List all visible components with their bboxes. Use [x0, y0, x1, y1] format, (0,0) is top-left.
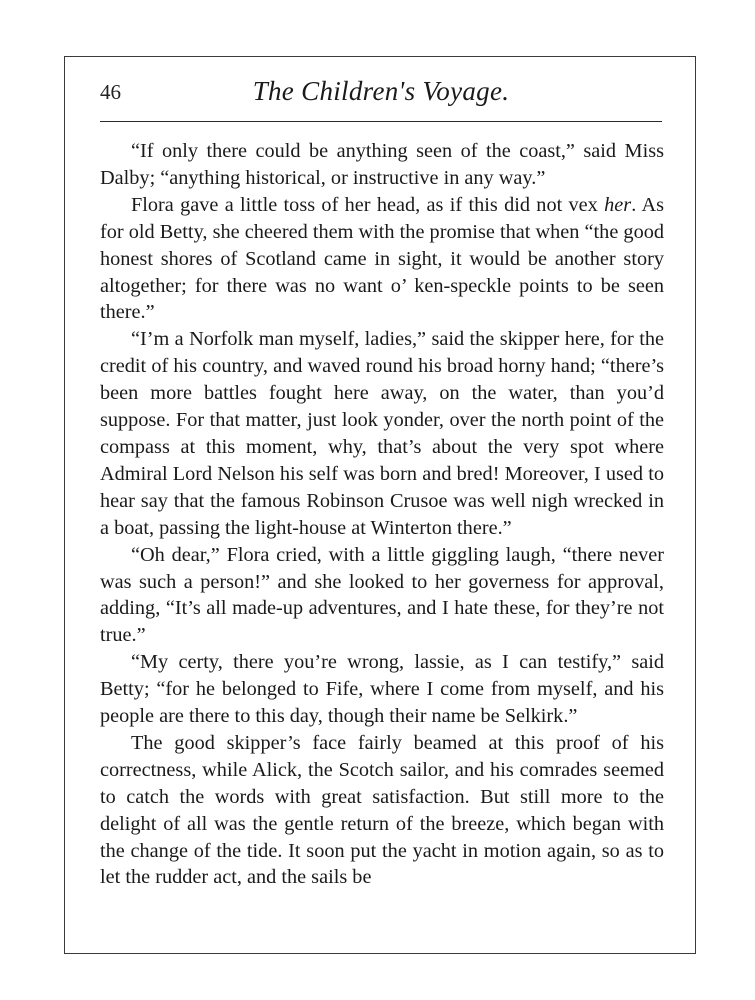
paragraph-5: “My certy, there you’re wrong, lassie, as I can testify,” said Betty; “for he belonged to Fife, where I come from myself, and his people are there to this day, though their name be Selkirk.” [100, 651, 664, 728]
paragraph-2-before: Flora gave a little toss of her head, as if this did not vex [131, 193, 605, 216]
page-number: 46 [100, 80, 121, 104]
paragraph-6: The good skipper’s face fairly beamed at this proof of his correctness, while Alick, the Scotch sailor, and his comrades seemed to catch the words with great satisfaction. But still more to the delight of all was the gentle return of the breeze, which began with the change of the tide. It soon put the yacht in motion again, so as to let the rudder act, and the sails be [100, 731, 664, 889]
header-rule [100, 121, 662, 122]
paragraph-2-after: . As for old Betty, she cheered them with the promise that when “the good honest shores of Scotland came in sight, it would be another story altogether; for there was no want o’ ken-speckle points to be seen there.” [100, 193, 664, 324]
paragraph-4: “Oh dear,” Flora cried, with a little giggling laugh, “there never was such a person!” and she looked to her governess for approval, adding, “It’s all made-up adventures, and I hate these, for they’re not true.” [100, 543, 664, 647]
body-text [100, 138, 664, 891]
paragraph-2-emphasis: her [604, 193, 632, 216]
paragraph-1: “If only there could be anything seen of the coast,” said Miss Dalby; “anything historical, or instructive in any way.” [100, 140, 664, 189]
running-title: The Children's Voyage. [252, 76, 510, 106]
paragraph-3: “I’m a Norfolk man myself, ladies,” said the skipper here, for the credit of his country, and waved round his broad horny hand; “there’s been more battles fought here away, on the water, than you’d suppose. For that matter, just look yonder, over the north point of the compass at this moment, why, that’s about the very spot where Admiral Lord Nelson his self was born and bred! Moreover, I used to hear say that the famous Robinson Crusoe was well nigh wrecked in a boat, passing the light-house at Winterton there.” [100, 328, 664, 539]
paragraph-2 [100, 192, 664, 327]
page-header [100, 74, 662, 114]
